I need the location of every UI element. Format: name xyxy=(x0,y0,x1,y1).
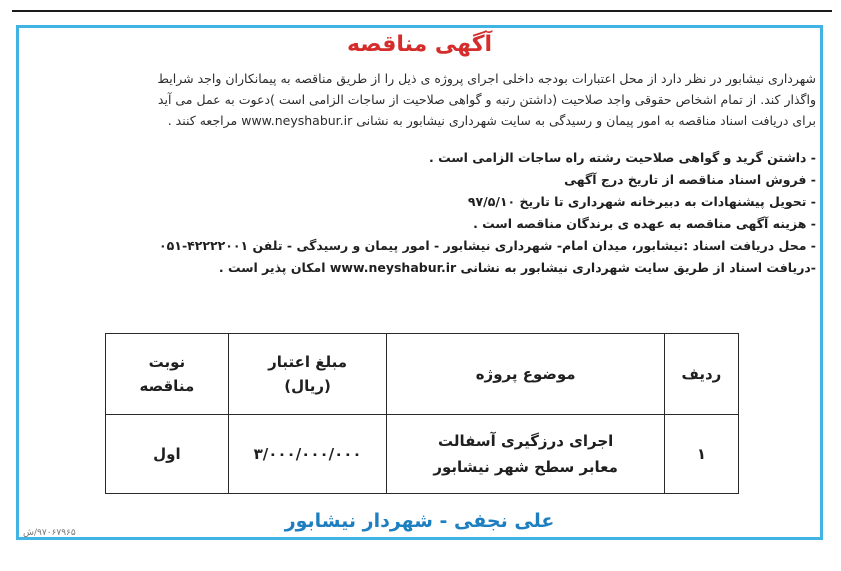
top-rule xyxy=(12,10,832,12)
condition-item: - فروش اسناد مناقصه از تاریخ درج آگهی xyxy=(564,172,816,187)
condition-item: - داشتن گرید و گواهی صلاحیت رشته راه ساجات الزامی است . xyxy=(428,150,816,165)
header-project-subject: موضوع پروژه xyxy=(387,334,664,415)
cell-tender-round: اول xyxy=(106,415,229,494)
project-table xyxy=(105,333,739,494)
reference-code: ۹۷۰۶۷۹۶۵/ش xyxy=(23,528,76,538)
header-tender-round-line2: مناقصه xyxy=(139,377,195,395)
tender-notice xyxy=(16,25,823,540)
notice-conditions-list xyxy=(23,147,816,279)
notice-title: آگهی مناقصه xyxy=(346,32,493,57)
cell-row-number: ۱ xyxy=(664,415,738,494)
cell-credit-amount xyxy=(228,415,387,494)
cell-project-subject-line1: اجرای درزگیری آسفالت xyxy=(437,432,614,450)
condition-item: - تحویل پیشنهادات به دبیرخانه شهرداری تا تاریخ ۹۷/۵/۱۰ xyxy=(467,194,816,209)
table-row xyxy=(106,415,739,494)
header-tender-round xyxy=(106,334,229,415)
cell-project-subject-line2: معابر سطح شهر نیشابور xyxy=(433,458,618,476)
header-row-number: ردیف xyxy=(664,334,738,415)
header-credit-amount-unit: (ریال) xyxy=(284,377,331,395)
credit-amount-value: ۳/۰۰۰/۰۰۰/۰۰۰ xyxy=(253,445,362,463)
table-header-row xyxy=(106,334,739,415)
intro-line: برای دریافت اسناد مناقصه به امور پیمان و رسیدگی به سایت شهرداری نیشابور به نشانی www.neyshabur.ir مراجعه کنند . xyxy=(167,113,816,128)
header-credit-amount-line: مبلغ اعتبار xyxy=(268,353,348,371)
intro-line: واگذار کند. از تمام اشخاص حقوقی واجد صلاحیت (داشتن رتبه و گواهی صلاحیت از ساجات الزامی است )دعوت به عمل می آید xyxy=(157,92,816,107)
condition-item: - هزینه آگهی مناقصه به عهده ی برندگان مناقصه است . xyxy=(473,216,816,231)
header-tender-round-line1: نوبت xyxy=(148,353,186,371)
notice-intro xyxy=(23,68,816,131)
header-credit-amount xyxy=(228,334,387,415)
signature: علی نجفی - شهردار نیشابور xyxy=(284,510,555,532)
cell-project-subject xyxy=(387,415,664,494)
condition-item: - محل دریافت اسناد :نیشابور، میدان امام- شهرداری نیشابور - امور پیمان و رسیدگی - تلفن ۴۲۲۲۲۰۰۱-۰۵۱ xyxy=(159,238,816,253)
intro-line: شهرداری نیشابور در نظر دارد از محل اعتبارات بودجه داخلی اجرای پروژه ی ذیل را از طریق مناقصه به پیمانکاران واجد شرایط xyxy=(157,71,816,86)
condition-item: -دریافت اسناد از طریق سایت شهرداری نیشابور به نشانی www.neyshabur.ir امکان پذیر است . xyxy=(218,260,816,275)
